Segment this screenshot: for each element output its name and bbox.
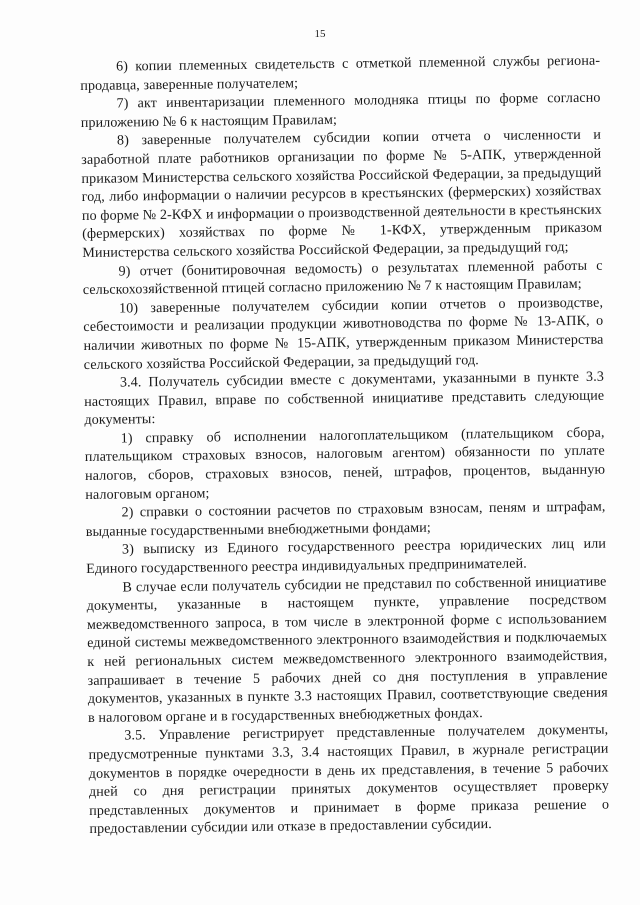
clause-3-4-item-3-registry-extract: 3) выписку из Единого государственного реестра юридических лиц или Единого государственного реестра индивидуальных предпринимателей. [86, 536, 607, 577]
item-8-staff-report-copies: 8) заверенные получателем субсидии копии отчета о численности и заработной плате работников организации по форме № 5-АПК, утвержденной приказом Министерства сельского хозяйства Российской Федерации, за предыдущий год, либо информации о наличии ресурсов в крестьянских (фермерских) хозяйствах по форме № 2-КФХ и информации о производственной деятельности в крестьянских (фермерских) хозяйствах по форме № 1-КФХ, утвержденным приказом Министерства сельского хозяйства Российской Федерации, за предыдущий год; [81, 127, 603, 261]
item-6-pedigree-certificates: 6) копии племенных свидетельств с отметкой племенной службы региона-продавца, заверенные получателем; [80, 52, 601, 94]
clause-3-4-interagency-request: В случае если получатель субсидии не представил по собственной инициативе документы, указанные в настоящем пункте, управление посредством межведомственного запроса, в том числе в электронной форме с использованием единой системы межведомственного электронного взаимодействия и подключаемых к ней региональных систем межведомственного электронного взаимодействия, запрашивает в течение 5 рабочих дней со дня поступления в управление документов, указанных в пункте 3.3 настоящих Правил, соответствующие сведения в налоговом органе и в государственных внебюджетных фондах. [86, 573, 608, 726]
clause-3-4-item-2-funds-certificates: 2) справки о состоянии расчетов по страховым взносам, пеням и штрафам, выданные государственными внебюджетными фондами; [85, 498, 606, 540]
document-body [80, 52, 610, 839]
clause-3-5-registration: 3.5. Управление регистрирует представленные получателем документы, предусмотренные пунктами 3.3, 3.4 настоящих Правил, в журнале регистрации документов в порядке очередности в день их представления, в течение 5 рабочих дней со дня регистрации принятых документов осуществляет проверку представленных документов и принимает в форме приказа решение о предоставлении субсидии или отказе в предоставлении субсидии. [88, 721, 610, 838]
item-10-production-report-copies: 10) заверенные получателем субсидии копии отчетов о производстве, себестоимости и реализации продукции животноводства по форме № 13-АПК, о наличии животных по форме № 15-АПК, утвержденным приказом Министерства сельского хозяйства Российской Федерации, за предыдущий год. [83, 294, 604, 373]
clause-3-4-item-1-tax-certificate: 1) справку об исполнении налогоплательщиком (плательщиком сбора, плательщиком страховых взносов, налоговым агентом) обязанности по уплате налогов, сборов, страховых взносов, пеней, штрафов, процентов, выданную налоговым органом; [84, 424, 606, 503]
clause-3-4-intro: 3.4. Получатель субсидии вместе с документами, указанными в пункте 3.3 настоящих Правил, вправе по собственной инициативе представить следующие документы: [84, 368, 605, 429]
item-7-inventory-act: 7) акт инвентаризации племенного молодняка птицы по форме согласно приложению № 6 к настоящим Правилам; [80, 89, 601, 131]
item-9-bonitation-report: 9) отчет (бонитировочная ведомость) о результатах племенной работы с сельскохозяйственной птицей согласно приложению № 7 к настоящим Правилам; [82, 257, 603, 299]
page-number: 15 [314, 28, 326, 40]
